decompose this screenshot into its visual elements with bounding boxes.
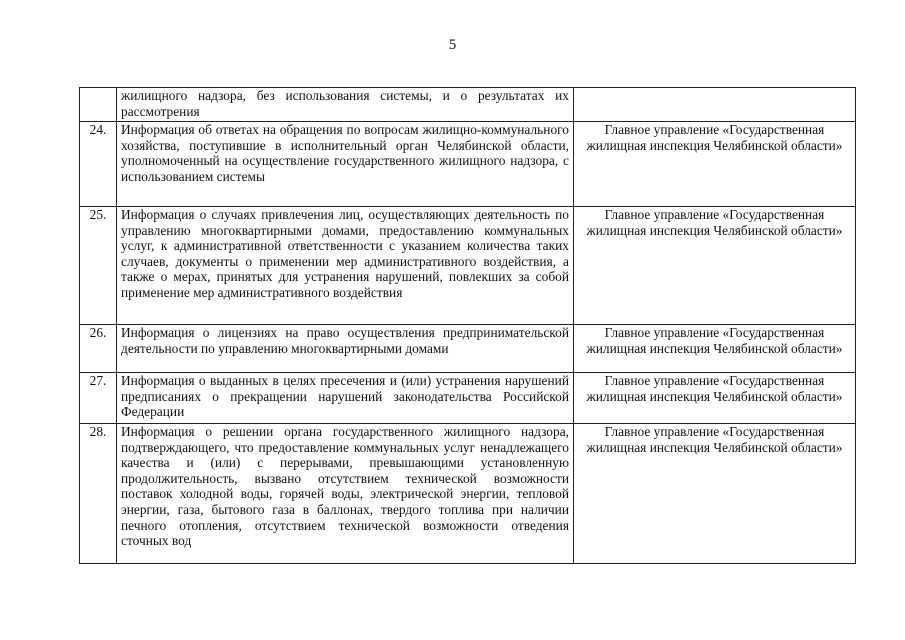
information-description: Информация о случаях привлечения лиц, осуществляющих деятельность по управлению многоквартирными домами, предоставлению коммунальных услуг, к административной ответственности с указанием количества таких случаев, документы о применении мер административного воздействия, а также о мерах, принятых для устранения нарушений, повлекших за собой применение мер административного воздействия <box>117 207 574 325</box>
table-row <box>80 424 856 564</box>
information-table <box>79 87 856 564</box>
information-description: Информация о выданных в целях пресечения и (или) устранения нарушений предписаниях о прекращении нарушений законодательства Российской Федерации <box>117 373 574 424</box>
row-number <box>80 88 117 122</box>
information-description: Информация о решении органа государственного жилищного надзора, подтверждающего, что предоставление коммунальных услуг ненадлежащего качества и (или) с перерывами, превышающими установленную продолжительность, вызвано отсутствием технической возможности поставок холодной воды, горячей воды, электрической энергии, тепловой энергии, газа, бытового газа в баллонах, твердого топлива при наличии печного отопления, отсутствием технической возможности отведения сточных вод <box>121 424 569 549</box>
page-number: 5 <box>448 37 457 53</box>
responsible-organization: Главное управление «Государственная жилищная инспекция Челябинской области» <box>574 424 856 564</box>
information-description: жилищного надзора, без использования системы, и о результатах их рассмотрения <box>117 88 574 122</box>
row-number: 27. <box>80 373 117 424</box>
row-number: 28. <box>80 424 117 564</box>
table-row <box>80 88 856 122</box>
responsible-organization: Главное управление «Государственная жилищная инспекция Челябинской области» <box>574 207 856 325</box>
row-number: 26. <box>80 325 117 373</box>
responsible-organization <box>574 88 856 122</box>
table-row <box>80 325 856 373</box>
table-row <box>80 122 856 207</box>
row-number: 24. <box>80 122 117 207</box>
responsible-organization: Главное управление «Государственная жилищная инспекция Челябинской области» <box>574 325 856 373</box>
information-description: Информация об ответах на обращения по вопросам жилищно-коммунального хозяйства, поступившие в исполнительный орган Челябинской области, уполномоченный на осуществление государственного жилищного надзора, с использованием системы <box>117 122 574 207</box>
table-row <box>80 373 856 424</box>
information-description: Информация о лицензиях на право осуществления предпринимательской деятельности по управлению многоквартирными домами <box>117 325 574 373</box>
row-number: 25. <box>80 207 117 325</box>
responsible-organization: Главное управление «Государственная жилищная инспекция Челябинской области» <box>574 373 856 424</box>
table-row <box>80 207 856 325</box>
responsible-organization: Главное управление «Государственная жилищная инспекция Челябинской области» <box>574 122 856 207</box>
